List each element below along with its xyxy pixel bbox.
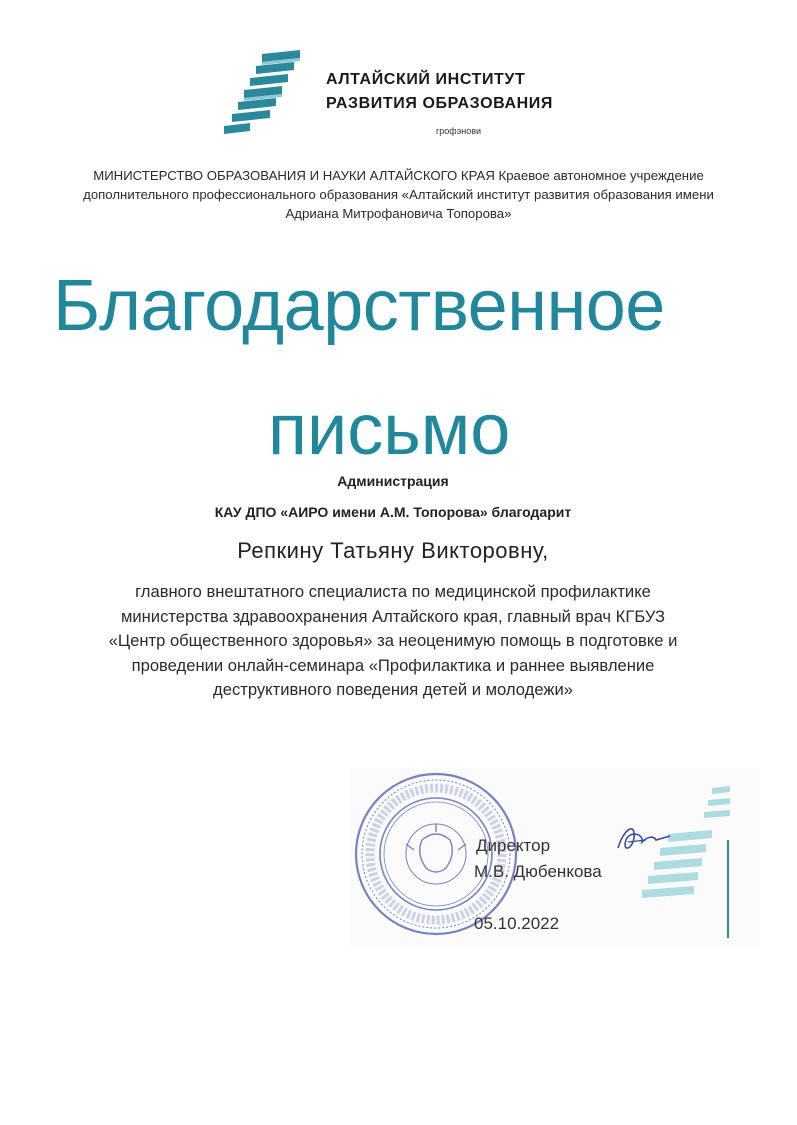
- organization-thanks: КАУ ДПО «АИРО имени А.М. Топорова» благодарит: [214, 504, 572, 520]
- institute-logo-icon: [222, 46, 306, 138]
- logo-title-line2: РАЗВИТИЯ ОБРАЗОВАНИЯ: [326, 95, 554, 112]
- document-title-line2: письмо: [268, 390, 511, 470]
- logo-decoration-icon: [608, 780, 730, 940]
- recipient-name: Репкину Татьяну Викторовну,: [237, 538, 549, 563]
- administration-label: Администрация: [337, 473, 449, 489]
- signatory-position: Директор: [476, 836, 551, 855]
- logo-title-line1: АЛТАЙСКИЙ ИНСТИТУТ: [326, 71, 526, 88]
- logo-subtitle: грофэнови: [436, 126, 482, 136]
- document-title-line1: Благодарственное: [53, 266, 665, 346]
- handwritten-signature: [614, 818, 672, 858]
- ministry-header: МИНИСТЕРСТВО ОБРАЗОВАНИЯ И НАУКИ АЛТАЙСКОГО КРАЯ Краевое автономное учреждение дополнительного профессионального образования «Алтайский институт развития образования имени Адриана Митрофановича Топорова»: [83, 168, 714, 221]
- gratitude-text: главного внештатного специалиста по медицинской профилактике министерства здравоохранения Алтайского края, главный врач КГБУЗ «Центр общественного здоровья» за неоценимую помощь в подготовке и проведении онлайн-семинара «Профилактика и раннее выявление деструктивного поведения детей и молодежи»: [108, 582, 678, 699]
- document-date: 05.10.2022: [474, 914, 560, 933]
- signatory-name: М.В. Дюбенкова: [474, 862, 602, 881]
